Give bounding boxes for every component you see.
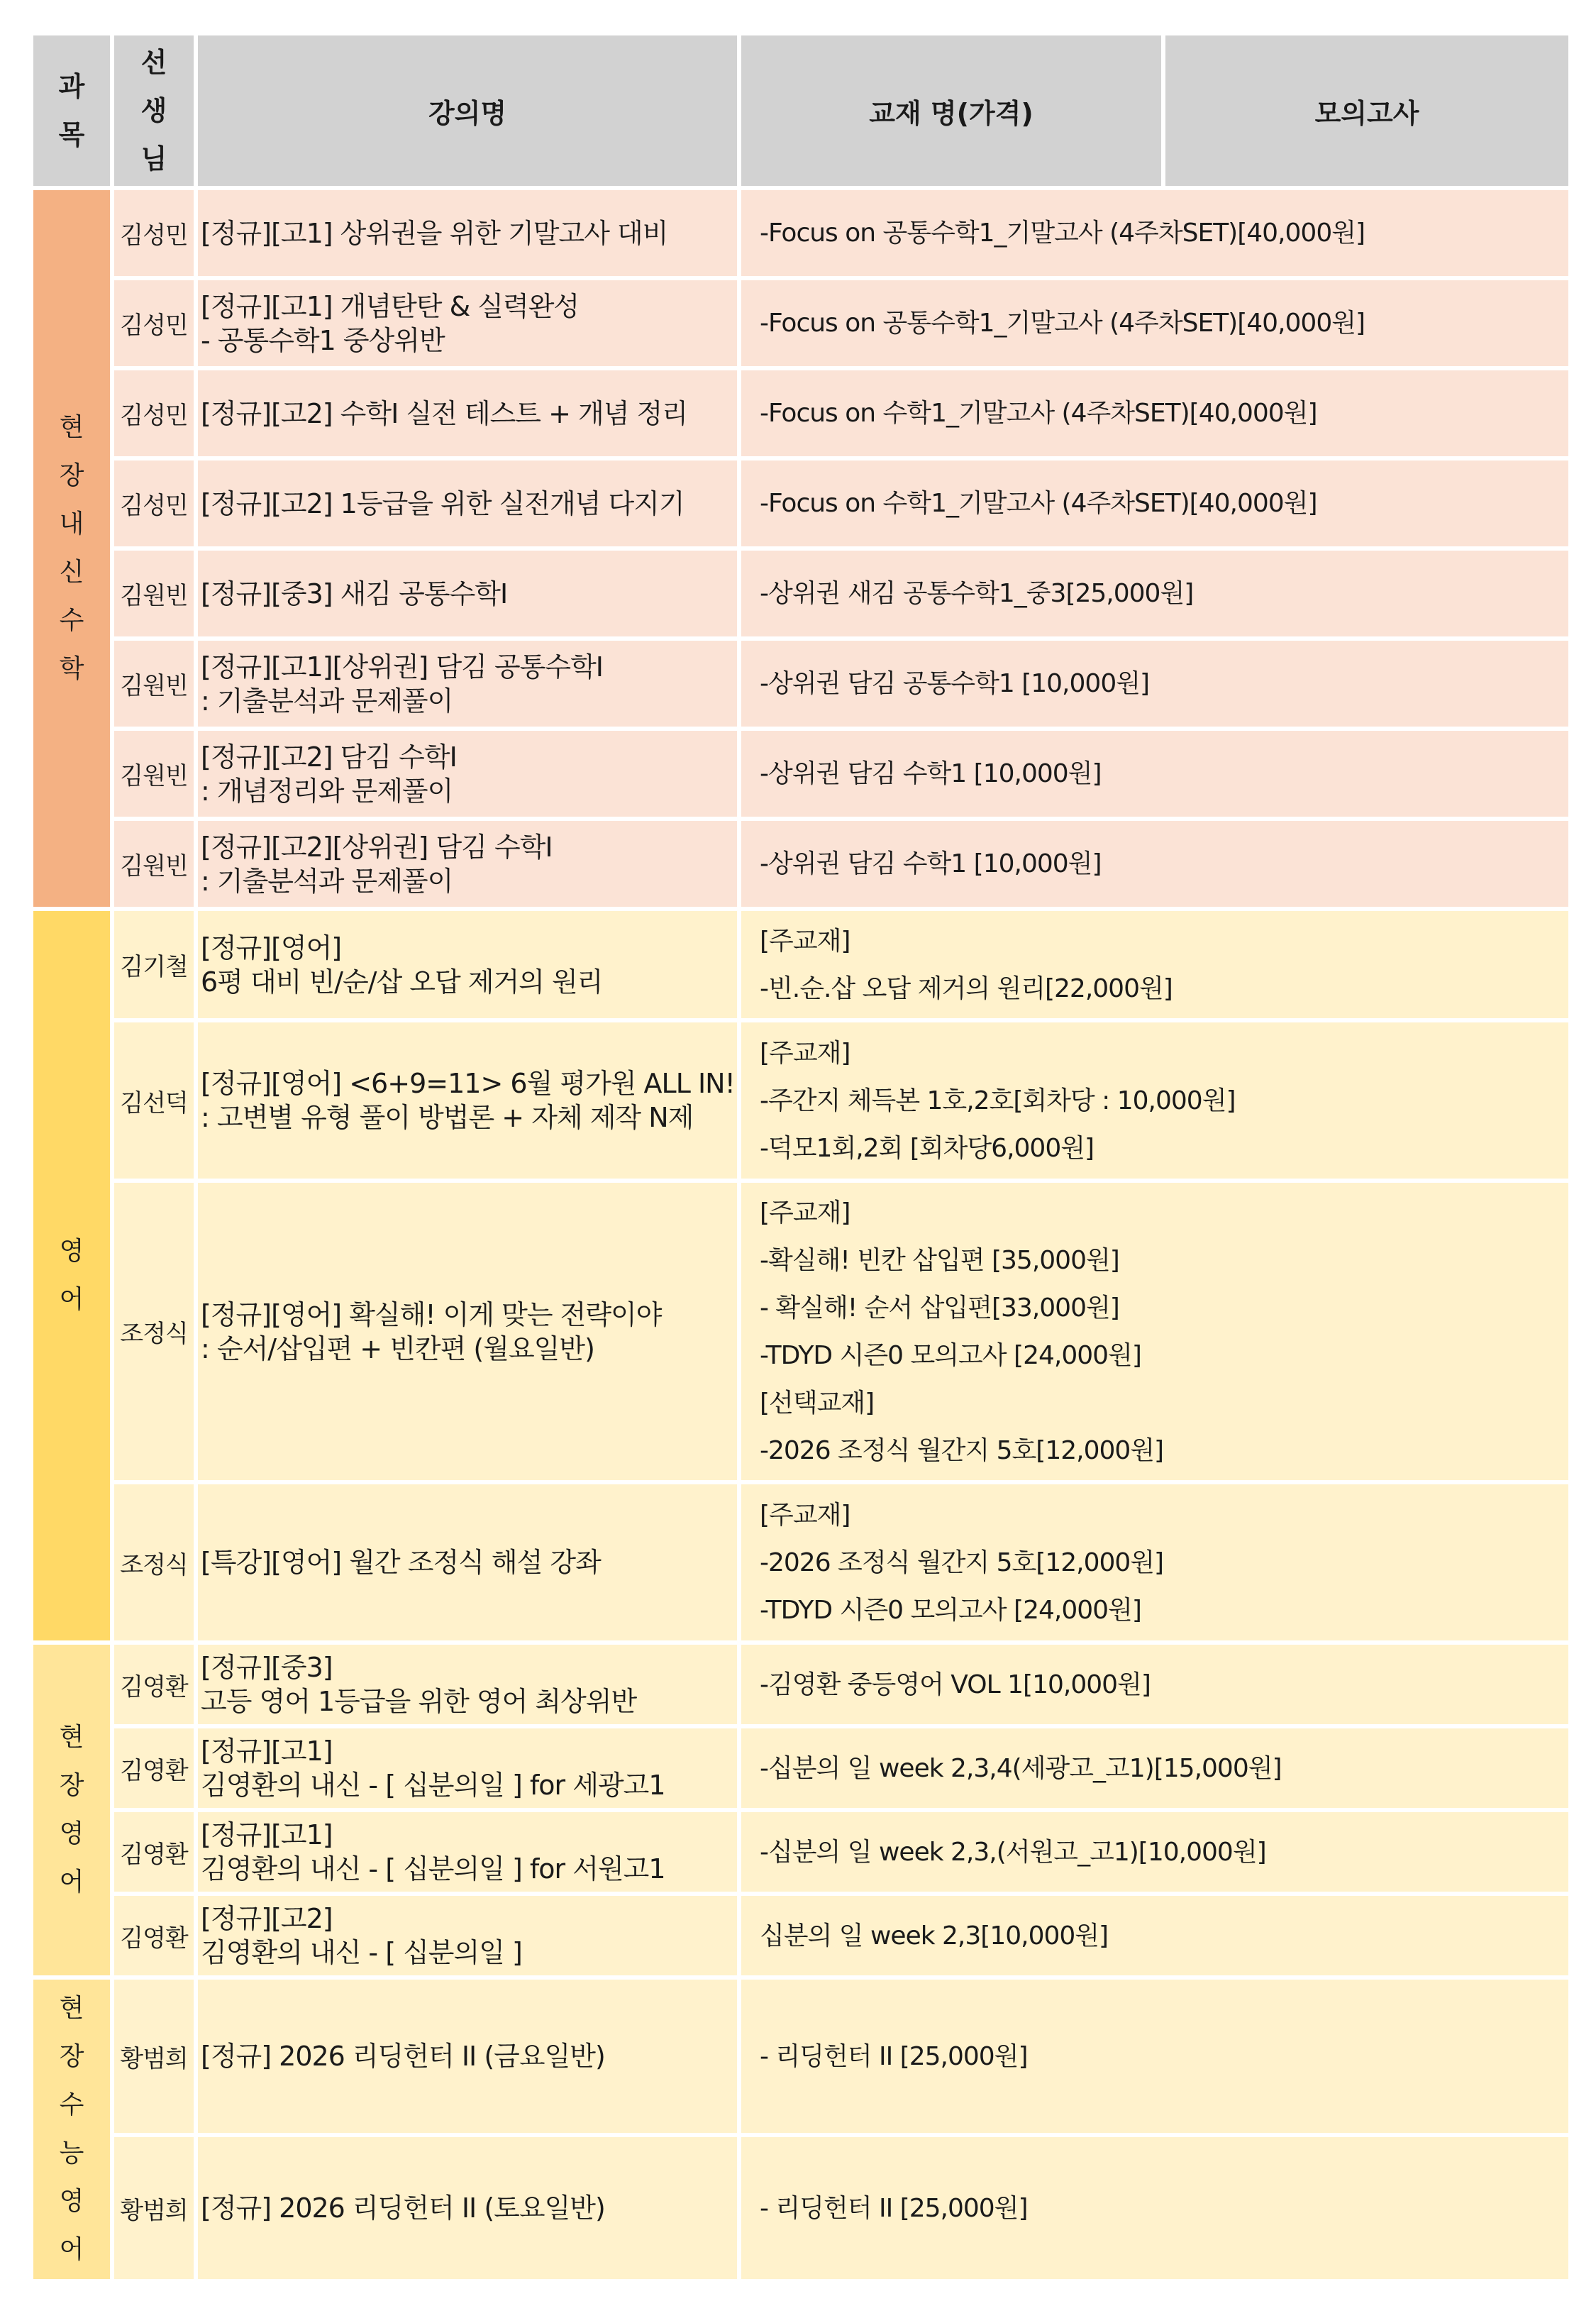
course-cell: [정규][중3] 고등 영어 1등급을 위한 영어 최상위반 xyxy=(196,1643,739,1726)
subject-cell: 현 장 수 능 영 어 xyxy=(31,1977,112,2281)
teacher-cell: 김기철 xyxy=(112,909,196,1020)
course-cell: [정규][영어] <6+9=11> 6월 평가원 ALL IN! : 고변별 유형 풀이 방법론 + 자체 제작 N제 xyxy=(196,1020,739,1181)
course-cell: [정규][중3] 새김 공통수학I xyxy=(196,548,739,639)
table-row xyxy=(31,548,1570,639)
course-cell: [정규][고2] 수학I 실전 테스트 + 개념 정리 xyxy=(196,368,739,458)
book-cell: -김영환 중등영어 VOL 1[10,000원] xyxy=(739,1643,1570,1726)
teacher-cell: 김영환 xyxy=(112,1810,196,1894)
teacher-cell: 김원빈 xyxy=(112,548,196,639)
header-mock: 모의고사 xyxy=(1163,33,1570,188)
teacher-cell: 황범희 xyxy=(112,1977,196,2135)
teacher-cell: 김성민 xyxy=(112,278,196,368)
table-row xyxy=(31,1810,1570,1894)
teacher-cell: 김영환 xyxy=(112,1894,196,1977)
book-cell: -Focus on 수학1_기말고사 (4주차SET)[40,000원] xyxy=(739,458,1570,548)
subject-cell: 현 장 영 어 xyxy=(31,1643,112,1977)
subject-cell: 현 장 내 신 수 학 xyxy=(31,188,112,909)
table-row xyxy=(31,278,1570,368)
teacher-cell: 조정식 xyxy=(112,1181,196,1482)
course-cell: [정규][고2] 1등급을 위한 실전개념 다지기 xyxy=(196,458,739,548)
book-cell: 십분의 일 week 2,3[10,000원] xyxy=(739,1894,1570,1977)
book-cell: -상위권 담김 수학1 [10,000원] xyxy=(739,729,1570,819)
header-subject: 과 목 xyxy=(31,33,112,188)
table-row xyxy=(31,1894,1570,1977)
table-row xyxy=(31,1020,1570,1181)
course-cell: [정규] 2026 리딩헌터 II (금요일반) xyxy=(196,1977,739,2135)
book-cell: -상위권 담김 수학1 [10,000원] xyxy=(739,819,1570,909)
teacher-cell: 김선덕 xyxy=(112,1020,196,1181)
teacher-cell: 김성민 xyxy=(112,368,196,458)
teacher-cell: 김원빈 xyxy=(112,729,196,819)
teacher-cell: 김영환 xyxy=(112,1726,196,1810)
header-book: 교재 명(가격) xyxy=(739,33,1163,188)
header-teacher: 선 생 님 xyxy=(112,33,196,188)
table-row xyxy=(31,188,1570,278)
teacher-cell: 김성민 xyxy=(112,458,196,548)
teacher-cell: 김원빈 xyxy=(112,819,196,909)
book-cell: -Focus on 공통수학1_기말고사 (4주차SET)[40,000원] xyxy=(739,188,1570,278)
book-cell: -십분의 일 week 2,3,4(세광고_고1)[15,000원] xyxy=(739,1726,1570,1810)
table-row xyxy=(31,1977,1570,2135)
course-cell: [정규][고2][상위권] 담김 수학I : 기출분석과 문제풀이 xyxy=(196,819,739,909)
section-english xyxy=(31,909,1570,1643)
book-cell: -상위권 새김 공통수학1_중3[25,000원] xyxy=(739,548,1570,639)
book-cell: [주교재] -주간지 체득본 1호,2호[회차당 : 10,000원] -덕모1회,2회 [회차당6,000원] xyxy=(739,1020,1570,1181)
course-cell: [정규][고1] 김영환의 내신 - [ 십분의일 ] for 서원고1 xyxy=(196,1810,739,1894)
course-cell: [정규][고1] 상위권을 위한 기말고사 대비 xyxy=(196,188,739,278)
table-row xyxy=(31,1181,1570,1482)
book-cell: [주교재] -2026 조정식 월간지 5호[12,000원] -TDYD 시즌0 모의고사 [24,000원] xyxy=(739,1482,1570,1643)
course-cell: [정규][고1] 김영환의 내신 - [ 십분의일 ] for 세광고1 xyxy=(196,1726,739,1810)
section-field-english xyxy=(31,1643,1570,1977)
teacher-cell: 황범희 xyxy=(112,2135,196,2281)
book-cell: [주교재] -확실해! 빈칸 삽입편 [35,000원] - 확실해! 순서 삽입편[33,000원] -TDYD 시즌0 모의고사 [24,000원] [선택교재] -2026 조정식 월간지 5호[12,000원] xyxy=(739,1181,1570,1482)
table-row xyxy=(31,1482,1570,1643)
table-row xyxy=(31,1726,1570,1810)
course-cell: [정규][고2] 담김 수학I : 개념정리와 문제풀이 xyxy=(196,729,739,819)
teacher-cell: 김성민 xyxy=(112,188,196,278)
header-course: 강의명 xyxy=(196,33,739,188)
section-math xyxy=(31,188,1570,909)
course-cell: [정규][영어] 확실해! 이게 맞는 전략이야 : 순서/삽입편 + 빈칸편 (월요일반) xyxy=(196,1181,739,1482)
table-row xyxy=(31,2135,1570,2281)
teacher-cell: 조정식 xyxy=(112,1482,196,1643)
table-row xyxy=(31,819,1570,909)
table-row xyxy=(31,729,1570,819)
subject-cell: 영 어 xyxy=(31,909,112,1643)
section-csat-english xyxy=(31,1977,1570,2281)
course-cell: [정규][고1][상위권] 담김 공통수학I : 기출분석과 문제풀이 xyxy=(196,639,739,729)
course-cell: [정규][고2] 김영환의 내신 - [ 십분의일 ] xyxy=(196,1894,739,1977)
course-cell: [특강][영어] 월간 조정식 해설 강좌 xyxy=(196,1482,739,1643)
header-row xyxy=(31,33,1570,188)
lecture-table xyxy=(29,31,1573,2283)
book-cell: - 리딩헌터 II [25,000원] xyxy=(739,1977,1570,2135)
book-cell: - 리딩헌터 II [25,000원] xyxy=(739,2135,1570,2281)
book-cell: -상위권 담김 공통수학1 [10,000원] xyxy=(739,639,1570,729)
table-row xyxy=(31,639,1570,729)
table-row xyxy=(31,1643,1570,1726)
book-cell: [주교재] -빈.순.삽 오답 제거의 원리[22,000원] xyxy=(739,909,1570,1020)
course-cell: [정규][고1] 개념탄탄 & 실력완성 - 공통수학1 중상위반 xyxy=(196,278,739,368)
book-cell: -Focus on 공통수학1_기말고사 (4주차SET)[40,000원] xyxy=(739,278,1570,368)
table-row xyxy=(31,458,1570,548)
book-cell: -Focus on 수학1_기말고사 (4주차SET)[40,000원] xyxy=(739,368,1570,458)
table-row xyxy=(31,909,1570,1020)
teacher-cell: 김영환 xyxy=(112,1643,196,1726)
table-row xyxy=(31,368,1570,458)
course-cell: [정규] 2026 리딩헌터 II (토요일반) xyxy=(196,2135,739,2281)
teacher-cell: 김원빈 xyxy=(112,639,196,729)
course-cell: [정규][영어] 6평 대비 빈/순/삽 오답 제거의 원리 xyxy=(196,909,739,1020)
book-cell: -십분의 일 week 2,3,(서원고_고1)[10,000원] xyxy=(739,1810,1570,1894)
